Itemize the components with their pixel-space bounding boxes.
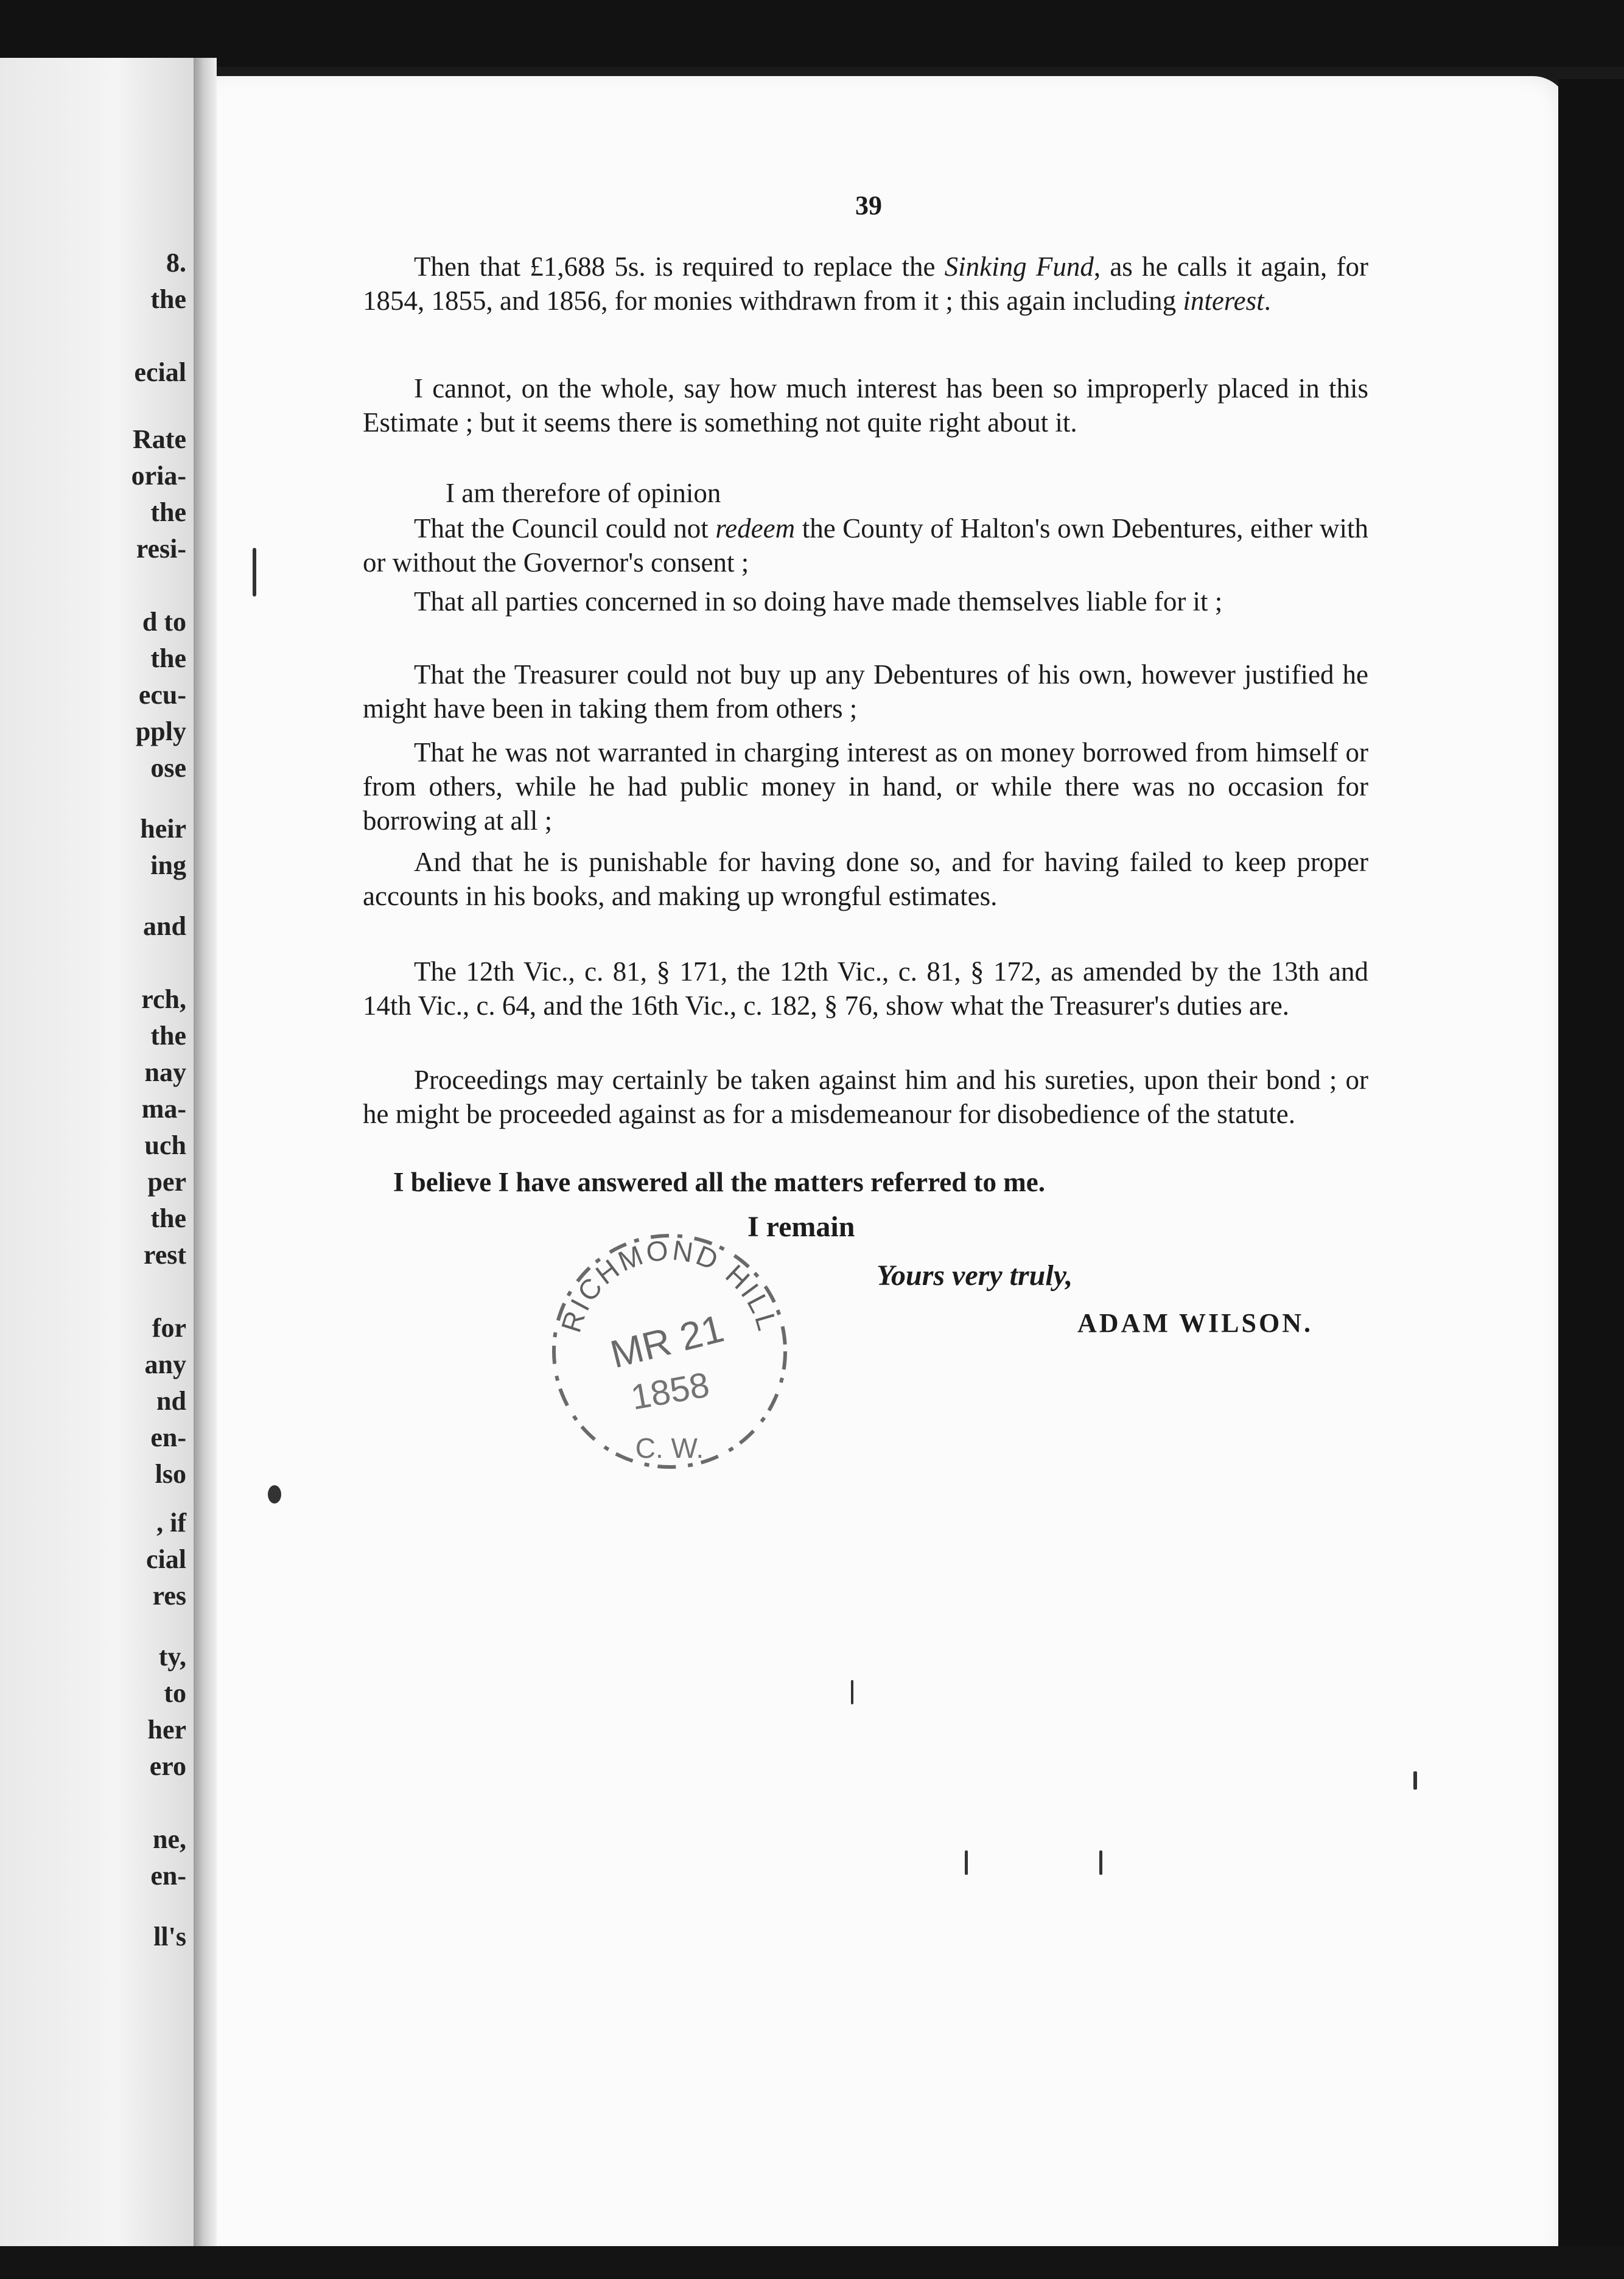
- previous-page-fragment: ne,: [153, 1824, 186, 1854]
- ink-mark: [851, 1680, 853, 1704]
- previous-page-fragment: ll's: [153, 1922, 186, 1952]
- previous-page-fragment: the: [150, 1203, 186, 1233]
- stamp-year: 1858: [628, 1365, 713, 1418]
- previous-page-fragment: to: [164, 1678, 186, 1708]
- previous-page-fragment: ing: [150, 850, 186, 880]
- previous-page-fragment: nay: [144, 1057, 186, 1087]
- previous-page-fragment: the: [150, 284, 186, 314]
- scan-top-border: [0, 0, 1624, 67]
- previous-page-fragment: ose: [150, 753, 186, 783]
- previous-page-fragment: for: [152, 1313, 186, 1343]
- paragraph-redeem: That the Council could not redeem the County of Halton's own Debentures, either with or without the Governor's consent ;: [363, 513, 1368, 578]
- previous-page-fragment: rch,: [141, 984, 186, 1014]
- previous-page-fragment: cial: [146, 1544, 186, 1574]
- paragraph-statutes: The 12th Vic., c. 81, § 171, the 12th Vic., c. 81, § 172, as amended by the 13th and 14th Vic., c. 64, and the 16th Vic., c. 182, § 76, show what the Treasurer's duties are.: [363, 956, 1368, 1021]
- previous-page-fragment: her: [147, 1715, 186, 1745]
- signature-name: ADAM WILSON.: [1077, 1308, 1314, 1338]
- previous-page-edge: [0, 58, 194, 2255]
- previous-page-fragment: ecial: [134, 357, 186, 387]
- paragraph-answered: I believe I have answered all the matters referred to me.: [393, 1167, 1045, 1197]
- previous-page-fragment: res: [152, 1581, 186, 1611]
- previous-page-fragment: per: [147, 1167, 186, 1197]
- previous-page-fragment: heir: [140, 814, 186, 844]
- previous-page-fragment: the: [150, 643, 186, 673]
- previous-page-fragment: d to: [142, 607, 186, 637]
- previous-page-fragment: en-: [150, 1423, 186, 1452]
- scan-bottom-border: [0, 2246, 1624, 2279]
- paragraph-interest-estimate: I cannot, on the whole, say how much interest has been so improperly placed in this Estimate ; but it seems there is something not quite right about it.: [363, 373, 1368, 438]
- previous-page-fragment: ty,: [158, 1642, 186, 1672]
- paragraph-treasurer-debentures: That the Treasurer could not buy up any Debentures of his own, however justified he might have been in taking them from others ;: [363, 659, 1368, 724]
- previous-page-fragment: resi-: [136, 534, 186, 564]
- ink-mark: [253, 548, 256, 597]
- paragraph-opinion: I am therefore of opinion: [446, 478, 721, 508]
- ink-speck: [268, 1485, 281, 1504]
- paragraph-punishable: And that he is punishable for having done so, and for having failed to keep proper accounts in his books, and making up wrongful estimates.: [363, 847, 1368, 911]
- previous-page-fragment: pply: [135, 716, 186, 746]
- previous-page-fragment: , if: [156, 1508, 186, 1538]
- previous-page-fragment: any: [144, 1350, 186, 1379]
- previous-page-fragment: lso: [155, 1459, 186, 1489]
- stamp-town: RICHMOND HILL: [555, 1233, 785, 1336]
- previous-page-fragment: nd: [156, 1386, 186, 1416]
- stamp-date: MR 21: [606, 1306, 729, 1377]
- paragraph-proceedings: Proceedings may certainly be taken against him and his sureties, upon their bond ; or he might be proceeded against as for a misdemeanour for disobedience of the statute.: [363, 1065, 1368, 1129]
- closing-remain: I remain: [747, 1211, 855, 1243]
- stamp-province: C. W.: [635, 1432, 704, 1464]
- previous-page-fragment: ero: [149, 1751, 186, 1781]
- previous-page-fragment: 8.: [166, 248, 186, 278]
- previous-page-fragment: ma-: [141, 1094, 186, 1124]
- previous-page-fragment: rest: [143, 1240, 186, 1270]
- previous-page-fragment: the: [150, 1021, 186, 1051]
- ink-mark: [1413, 1771, 1417, 1790]
- previous-page-fragment: en-: [150, 1861, 186, 1891]
- paragraph-interest-borrowed: That he was not warranted in charging interest as on money borrowed from himself or from others, while he had public money in hand, or while there was no occasion for borrowing at all ;: [363, 737, 1368, 836]
- page-number: 39: [855, 191, 882, 220]
- ink-mark: [1099, 1850, 1102, 1875]
- previous-page-fragment: the: [150, 497, 186, 527]
- previous-page-fragment: uch: [144, 1130, 186, 1160]
- paragraph-sinking-fund: Then that £1,688 5s. is required to replace the Sinking Fund, as he calls it again, for 1854, 1855, and 1856, for monies withdrawn from it ; this again including interest.: [363, 251, 1368, 316]
- previous-page-fragment: and: [143, 911, 186, 941]
- postmark-stamp: [542, 1224, 797, 1479]
- ink-mark: [965, 1850, 968, 1875]
- closing-salutation: Yours very truly,: [877, 1259, 1073, 1292]
- previous-page-fragment: oria-: [131, 461, 186, 491]
- previous-page-fragment: ecu-: [138, 680, 186, 710]
- scan-right-border: [1558, 79, 1624, 2246]
- paragraph-liable: That all parties concerned in so doing have made themselves liable for it ;: [414, 586, 1223, 617]
- previous-page-fragment: Rate: [133, 424, 186, 454]
- page-gutter: [194, 58, 217, 2255]
